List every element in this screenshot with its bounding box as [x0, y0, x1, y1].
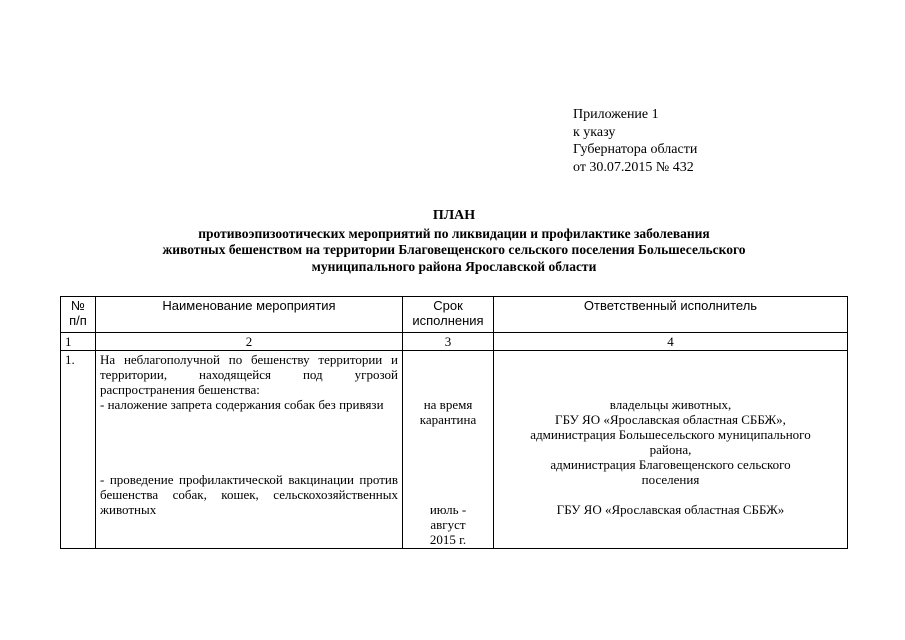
table-row [61, 351, 848, 549]
term-item-1-line-2: карантина [419, 412, 477, 427]
responsible-item-2-line-1: ГБУ ЯО «Ярославская областная СББЖ» [556, 502, 785, 517]
column-number-4: 4 [494, 333, 848, 351]
measure-item-2: - проведение профилактической вакцинации против бешенства собак, кошек, сельскохозяйственных животных [100, 472, 398, 517]
term-item-2-line-3: 2015 г. [429, 532, 467, 547]
plan-title-main: ПЛАН [432, 208, 476, 223]
column-number-2: 2 [96, 333, 403, 351]
plan-title [60, 208, 848, 275]
plan-table [60, 296, 848, 549]
spacer [407, 352, 489, 397]
header-term [403, 297, 494, 333]
header-term-line-1: Срок [433, 298, 463, 313]
spacer [100, 442, 398, 472]
plan-title-line-3: муниципального района Ярославской области [311, 258, 597, 274]
header-number [61, 297, 96, 333]
appendix-line-1: Приложение 1 [573, 107, 659, 122]
responsible-item-1-line-3: администрация Большесельского муниципального [530, 427, 811, 442]
responsible-item-1-line-4: района, [649, 442, 692, 457]
responsible-item-1-line-2: ГБУ ЯО «Ярославская областная СББЖ», [555, 412, 786, 427]
appendix-line-3: Губернатора области [573, 142, 698, 157]
spacer [498, 352, 843, 397]
column-number-row [61, 333, 848, 351]
term-cell [403, 351, 494, 549]
row-number: 1. [61, 351, 96, 549]
spacer [100, 412, 398, 442]
responsible-item-1-line-5: администрация Благовещенского сельского [550, 457, 791, 472]
header-number-line-1: № [71, 298, 85, 313]
header-name: Наименование мероприятия [96, 297, 403, 333]
plan-title-line-1: противоэпизоотических мероприятий по ликвидации и профилактике заболевания [198, 225, 710, 241]
measure-item-1: - наложение запрета содержания собак без привязи [100, 397, 384, 412]
responsible-cell [494, 351, 848, 549]
term-item-2-line-1: июль - [429, 502, 467, 517]
header-number-line-2: п/п [69, 313, 87, 328]
table-header-row [61, 297, 848, 333]
term-item-1-line-1: на время [423, 397, 473, 412]
column-number-1: 1 [61, 333, 96, 351]
header-responsible: Ответственный исполнитель [494, 297, 848, 333]
appendix-block [573, 106, 697, 176]
term-item-2-line-2: август [430, 517, 466, 532]
measure-cell [96, 351, 403, 549]
spacer [498, 487, 843, 502]
header-term-line-2: исполнения [412, 313, 484, 328]
responsible-item-1-line-6: поселения [641, 472, 700, 487]
spacer [407, 427, 489, 502]
plan-title-line-2: животных бешенством на территории Благовещенского сельского поселения Большесельского [162, 242, 746, 257]
appendix-line-2: к указу [573, 124, 616, 140]
appendix-line-4: от 30.07.2015 № 432 [573, 159, 694, 175]
responsible-item-1-line-1: владельцы животных, [609, 397, 732, 412]
column-number-3: 3 [403, 333, 494, 351]
measure-intro: На неблагополучной по бешенству территории и территории, находящейся под угрозой распространения бешенства: [100, 352, 398, 397]
